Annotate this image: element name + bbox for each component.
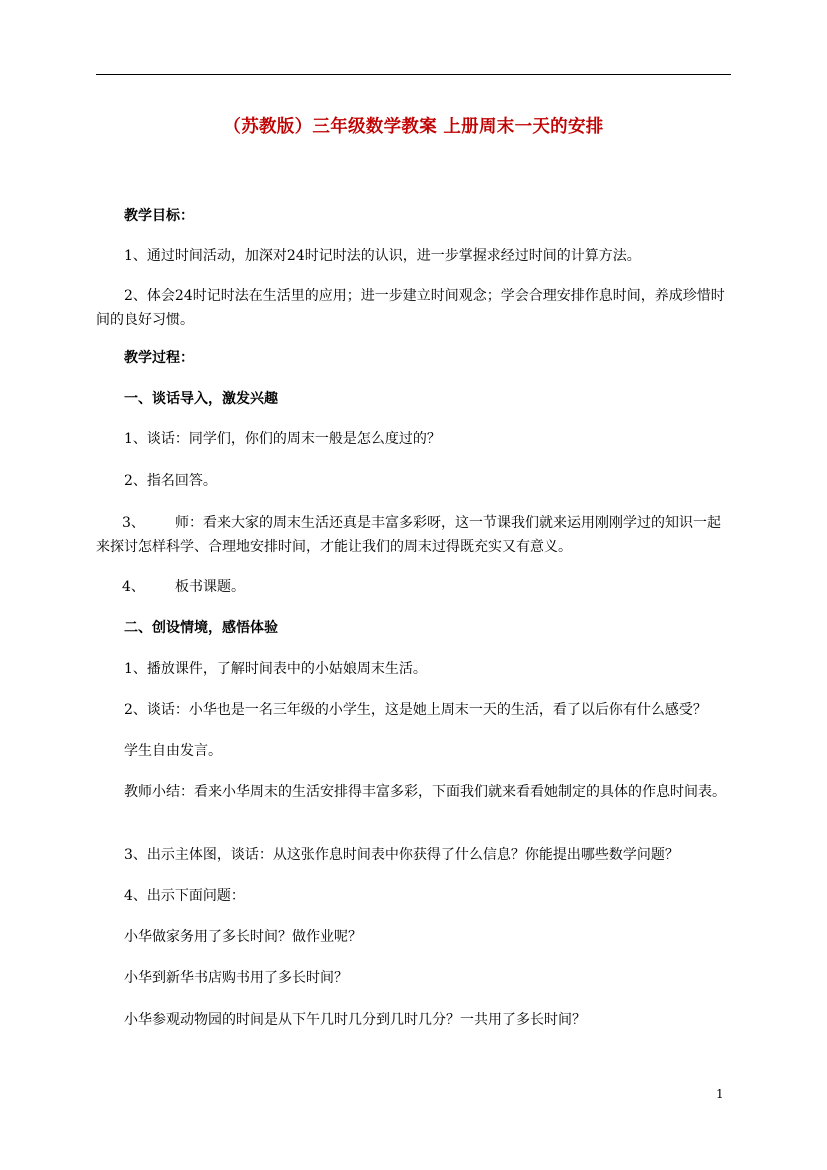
paragraph-1-1: 1、谈话：同学们，你们的周末一般是怎么度过的？: [124, 431, 441, 447]
section-heading-process: 教学过程：: [124, 350, 194, 366]
paragraph-1-3: 师：看来大家的周末生活还真是丰富多彩呀，这一节课我们就来运用刚刚学过的知识一起来探讨怎样科学、合理地安排时间，才能让我们的周末过得既充实又有意义。: [96, 515, 721, 555]
header-rule: [96, 74, 731, 75]
document-title: （苏教版）三年级数学教案 上册周末一天的安排: [223, 117, 604, 137]
list-number-4: 4、: [122, 579, 145, 595]
paragraph-1-2: 2、指名回答。: [124, 473, 217, 489]
paragraph-2-1: 1、播放课件，了解时间表中的小姑娘周末生活。: [124, 661, 427, 677]
paragraph-1-4: 板书课题。: [175, 579, 245, 595]
section-heading-part-1: 一、谈话导入，激发兴趣: [124, 391, 278, 407]
question-bookstore: 小华到新华书店购书用了多长时间？: [124, 970, 348, 986]
paragraph-2-students: 学生自由发言。: [124, 743, 222, 759]
question-housework: 小华做家务用了多长时间？做作业呢？: [124, 929, 362, 945]
paragraph-goal-2: 2、体会24时记时法在生活里的应用；进一步建立时间观念；学会合理安排作息时间，养成珍惜时间的良好习惯。: [96, 288, 725, 328]
paragraph-2-3: 3、出示主体图，谈话：从这张作息时间表中你获得了什么信息？你能提出哪些数学问题？: [124, 847, 679, 863]
question-zoo: 小华参观动物园的时间是从下午几时几分到几时几分？一共用了多长时间？: [124, 1012, 586, 1028]
section-heading-goals: 教学目标：: [124, 208, 194, 224]
paragraph-2-summary: 教师小结：看来小华周末的生活安排得丰富多彩，下面我们就来看看她制定的具体的作息时间表。: [124, 784, 726, 800]
section-heading-part-2: 二、创设情境，感悟体验: [124, 620, 278, 636]
list-number-3: 3、: [122, 515, 145, 531]
page-number: 1: [716, 1087, 724, 1101]
paragraph-2-4: 4、出示下面问题：: [124, 888, 245, 904]
paragraph-2-2: 2、谈话：小华也是一名三年级的小学生，这是她上周末一天的生活，看了以后你有什么感受？: [124, 702, 707, 718]
paragraph-goal-1: 1、通过时间活动，加深对24时记时法的认识，进一步掌握求经过时间的计算方法。: [124, 248, 641, 264]
